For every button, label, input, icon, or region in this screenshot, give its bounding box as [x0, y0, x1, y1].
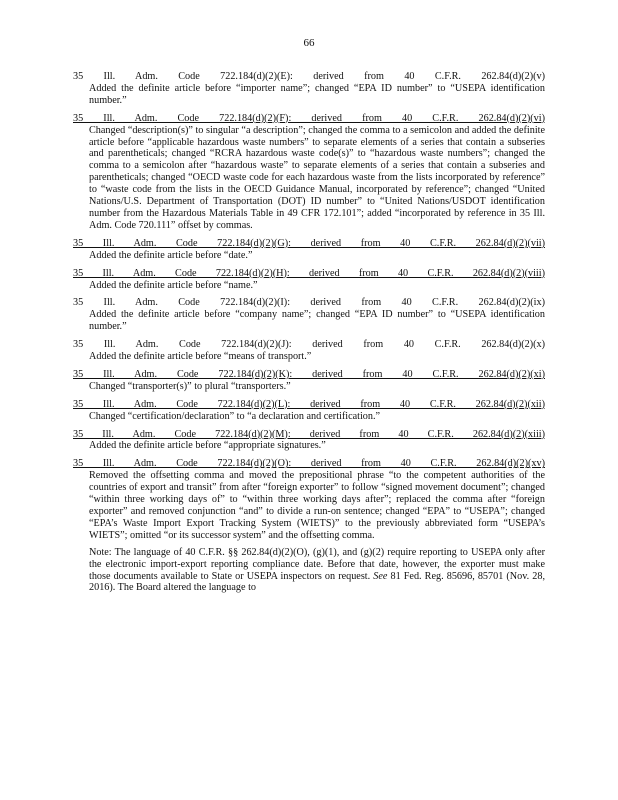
entry-body: Changed “certification/declaration” to “a declaration and certification.”: [89, 410, 381, 422]
entry-body: Changed “description(s)” to singular “a description”; changed the comma to a semicolon and added the definite article before “applicable hazardous waste numbers” to separate elements of a series that contain a subseries and parentheticals; changed “RCRA hazardous waste code(s)” to “hazardous waste numbers”; changed the comma to a semicolon after “hazardous waste” to separate elements of a series that contain a subseries and parentheticals; changed “OECD waste code for each hazardous waste from the lists incorporated by reference” to “waste code from the lists in the OECD Guidance Manual, incorporated by reference”; changed “United Nations/U.S. Department of Transportation (DOT) ID number” to “United Nations/USDOT identification number from the Hazardous Materials Table in 49 CFR 172.101”; added “incorporated by reference in 35 Ill. Adm. Code 720.111” offset by commas.: [89, 124, 545, 231]
entry-body: Added the definite article before “importer name”; changed “EPA ID number” to “USEPA identification number.”: [89, 82, 545, 106]
entry-heading: 35 Ill. Adm. Code 722.184(d)(2)(L): derived from 40 C.F.R. 262.84(d)(2)(xii): [73, 398, 545, 410]
entry-body: Removed the offsetting comma and moved the prepositional phrase “to the competent authorities of the countries of export and transit” from after “foreign exporter” to follow “signed movement document”; changed “within three working days of” to “within three working days after”; replaced the comma after “foreign exporter” and removed conjunction “and” to divide a run-on sentence; changed “EPA” to “USEPA”; changed “EPA’s Waste Import Export Tracking System (WIETS)” to the previously abbreviated form “USEPA’s WIETS”; omitted “or its successor system” and the offsetting comma.: [89, 470, 545, 541]
entry-heading: 35 Ill. Adm. Code 722.184(d)(2)(G): derived from 40 C.F.R. 262.84(d)(2)(vii): [73, 237, 545, 249]
entry-body: Added the definite article before “name.”: [89, 279, 258, 291]
entry-heading: 35 Ill. Adm. Code 722.184(d)(2)(M): derived from 40 C.F.R. 262.84(d)(2)(xiii): [73, 428, 545, 440]
entry-heading: 35 Ill. Adm. Code 722.184(d)(2)(F): derived from 40 C.F.R. 262.84(d)(2)(vi): [73, 112, 545, 124]
citation-signal: See: [373, 570, 388, 582]
entry: [73, 369, 545, 393]
entry-body: Added the definite article before “date.”: [89, 249, 253, 261]
entry-heading: 35 Ill. Adm. Code 722.184(d)(2)(O): derived from 40 C.F.R. 262.84(d)(2)(xv): [73, 458, 545, 470]
entry-body: Added the definite article before “means of transport.”: [89, 351, 312, 363]
entry-heading: 35 Ill. Adm. Code 722.184(d)(2)(K): derived from 40 C.F.R. 262.84(d)(2)(xi): [73, 368, 545, 380]
note-citation-text: 81 Fed. Reg. 85696, 85701 (Nov. 28, 2016). The Board altered the language to: [89, 570, 546, 594]
entry: [73, 268, 545, 292]
entry: [73, 113, 545, 232]
entry-heading: 35 Ill. Adm. Code 722.184(d)(2)(J): derived from 40 C.F.R. 262.84(d)(2)(x): [73, 339, 545, 351]
note-text: Note: The language of 40 C.F.R. §§ 262.84(d)(2)(O), (g)(1), and (g)(2) require reporting to USEPA only after the electronic import-export reporting compliance date. Before that date, however, the exporter must make those documents available to State or USEPA inspectors on request.: [89, 546, 545, 582]
entry-body: Added the definite article before “appropriate signatures.”: [89, 440, 326, 452]
entry: [73, 399, 545, 423]
entry: [73, 429, 545, 453]
entry: [73, 297, 545, 333]
board-note: [73, 547, 545, 595]
entry-body: Changed “transporter(s)” to plural “transporters.”: [89, 380, 291, 392]
entry-heading: 35 Ill. Adm. Code 722.184(d)(2)(H): derived from 40 C.F.R. 262.84(d)(2)(viii): [73, 267, 545, 279]
entry: [73, 71, 545, 107]
page-content: [73, 71, 545, 600]
entry: [73, 339, 545, 363]
entry-body: Added the definite article before “company name”; changed “EPA ID number” to “USEPA identification number.”: [89, 309, 545, 333]
page-number: 66: [303, 37, 315, 49]
entry-heading: 35 Ill. Adm. Code 722.184(d)(2)(I): derived from 40 C.F.R. 262.84(d)(2)(ix): [73, 297, 545, 309]
entry: [73, 458, 545, 594]
entry-heading: 35 Ill. Adm. Code 722.184(d)(2)(E): derived from 40 C.F.R. 262.84(d)(2)(v): [73, 71, 545, 82]
entry: [73, 238, 545, 262]
